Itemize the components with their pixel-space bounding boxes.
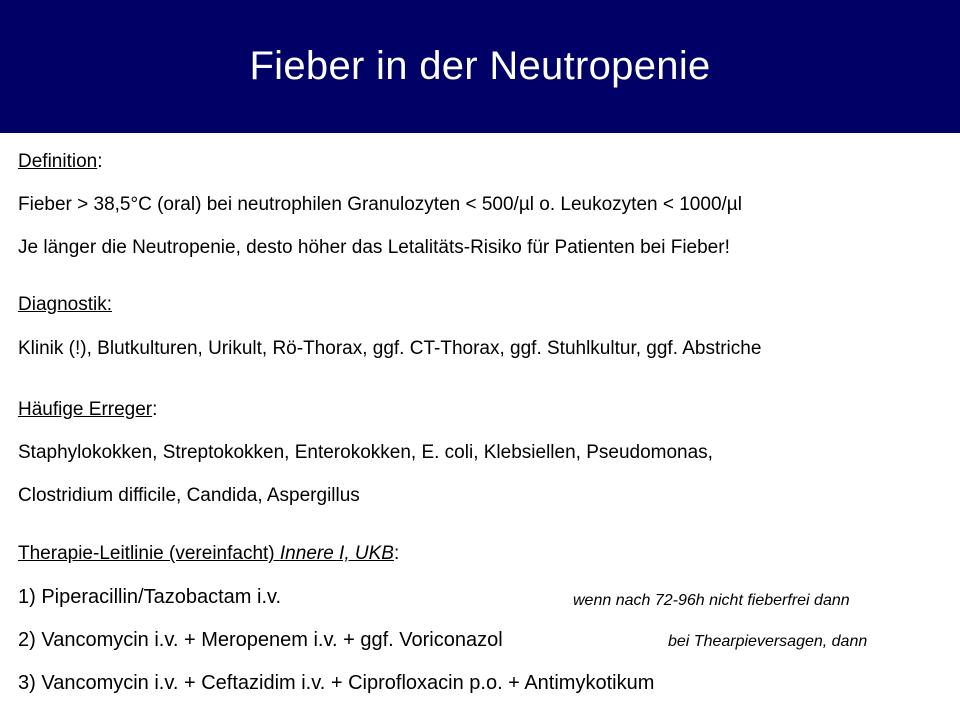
definition-line-1: Fieber > 38,5°C (oral) bei neutrophilen Granulozyten < 500/µl o. Leukozyten < 1000/µl [18, 194, 742, 215]
therapie-heading-main: Therapie-Leitlinie (vereinfacht) [18, 543, 280, 564]
therapie-step-3: 3) Vancomycin i.v. + Ceftazidim i.v. + Ciprofloxacin p.o. + Antimykotikum [18, 672, 655, 694]
definition-heading [18, 150, 103, 174]
erreger-line-2: Clostridium difficile, Candida, Aspergillus [18, 485, 360, 506]
title-bar [0, 0, 960, 133]
erreger-heading-colon: : [152, 399, 158, 420]
definition-heading-text: Definition [18, 151, 98, 172]
therapie-step-2: 2) Vancomycin i.v. + Meropenem i.v. + ggf. Voriconazol [18, 629, 503, 651]
therapie-note-1: wenn nach 72-96h nicht fieberfrei dann [573, 592, 850, 609]
therapie-note-2: bei Thearpieversagen, dann [668, 633, 868, 650]
therapie-step-1: 1) Piperacillin/Tazobactam i.v. [18, 586, 282, 608]
diagnostik-heading [18, 293, 112, 317]
slide-title: Fieber in der Neutropenie [249, 44, 711, 88]
definition-heading-colon: : [97, 151, 103, 172]
erreger-line-1: Staphylokokken, Streptokokken, Enterokokken, E. coli, Klebsiellen, Pseudomonas, [18, 442, 713, 463]
therapie-heading-colon: : [393, 543, 400, 564]
erreger-heading [18, 398, 157, 422]
diagnostik-line-1: Klinik (!), Blutkulturen, Urikult, Rö-Thorax, ggf. CT-Thorax, ggf. Stuhlkultur, ggf. Abstriche [18, 338, 762, 359]
erreger-heading-text: Häufige Erreger [18, 399, 153, 420]
therapie-heading-italic: Innere I, UKB [279, 543, 394, 564]
definition-line-2: Je länger die Neutropenie, desto höher das Letalitäts-Risiko für Patienten bei Fieber! [18, 237, 730, 258]
therapie-heading [18, 542, 399, 566]
diagnostik-heading-text: Diagnostik: [18, 294, 112, 315]
